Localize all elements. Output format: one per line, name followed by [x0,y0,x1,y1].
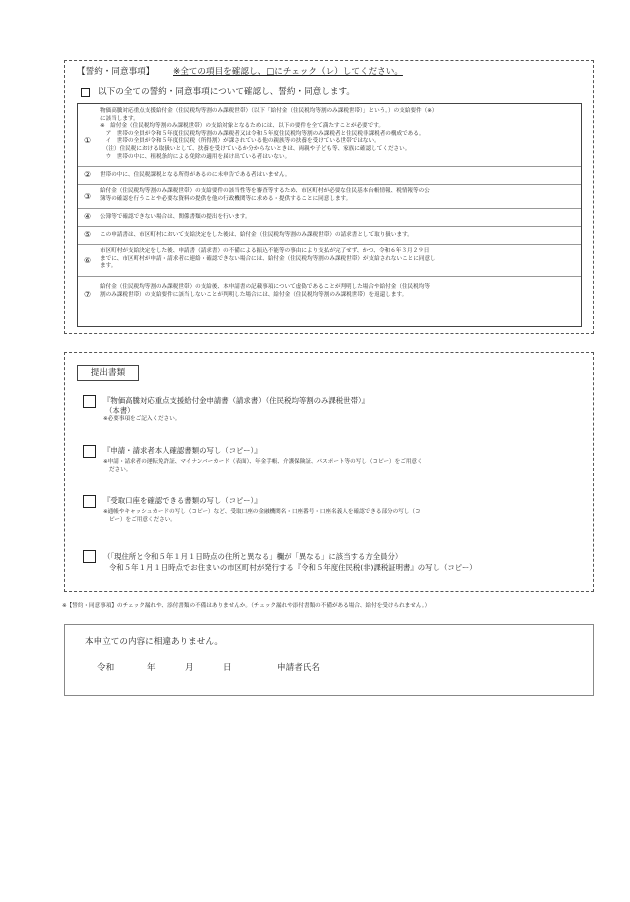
oath-item-1-line: 物価高騰対応重点支援給付金（住民税均等割のみ課税世帯）（以下「給付金（住民税均等割のみ課税世帯）」という。）の支給要件（※） [100,108,438,114]
doc-2-title: 『申請・請求者本人確認書類の写し（コピー）』 [103,446,262,455]
oath-item-7 [100,284,430,299]
oath-item-4-line: 公簿等で確認できない場合は、関係書類の提出を行います。 [100,214,251,220]
date-day-label: 日 [223,663,232,673]
doc-4-title: （「現住所と令和５年１月１日時点の住所と異なる」欄が「異なる」に該当する方全員分） [103,552,403,561]
oath-item-6-number: ⑥ [84,256,92,265]
oath-item-4-number: ④ [84,212,92,221]
doc-4-sub: 令和５年１月１日時点でお住まいの市区町村が発行する『令和５年度住民税(非)課税証明書』の写し（コピー） [109,563,477,572]
oath-item-1-line: イ 世帯の全員が令和５年度住民税（所得割）が課されている他の親族等の扶養を受けている世帯ではない。 [100,138,380,145]
oath-item-6 [100,248,436,271]
divider [78,226,581,227]
agree-row[interactable] [81,87,355,98]
oath-title: 【誓約・同意事項】 [77,67,155,77]
oath-item-5-number: ⑤ [84,230,92,239]
doc-3-title: 『受取口座を確認できる書類の写し（コピー）』 [103,496,262,505]
oath-item-1-line: ※ 給付金（住民税均等割のみ課税世帯）の支給対象となるためには、以下の要件を全て満たすことが必要です。 [100,123,384,130]
oath-item-6-line: ます。 [100,263,117,270]
divider [78,208,581,209]
oath-item-2-line: 世帯の中に、住民税課税となる所得があるのに未申告である者はいません。 [100,172,291,178]
doc-4 [103,551,477,573]
date-month-label: 月 [185,663,194,673]
divider [78,244,581,245]
checklist-warning: ※【誓約・同意事項】のチェック漏れや、添付書類の不備はありませんか。（チェック漏れや添付書類の不備がある場合、給付を受けられません。） [62,603,431,609]
oath-item-1-line: （注）住民税における取扱いとして、扶養を受けているか分からないときは、両親や子ども等、家族に確認してください。 [100,145,411,152]
doc-4-checkbox[interactable] [83,550,96,563]
oath-item-6-line: 市区町村が支給決定をした後、申請書（請求書）の不備による振込不能等の事由により支払が完了せず、かつ、令和６年３月２９日 [100,248,430,254]
oath-item-1-line: ウ 世帯の中に、租税条約による免除の適用を届け出ている者はいない。 [100,153,291,160]
oath-item-1-number: ① [84,136,92,145]
doc-3-checkbox[interactable] [83,495,96,508]
doc-1-sub: （本書） [105,406,135,415]
oath-item-2-number: ② [84,170,92,179]
doc-1-title: 『物価高騰対応重点支援給付金申請書（請求書）（住民税均等割のみ課税世帯）』 [103,396,370,405]
oath-item-7-number: ⑦ [84,290,92,299]
divider [78,166,581,167]
oath-item-5-line: この申請書は、市区町村において支給決定をした後は、給付金（住民税均等割のみ課税世帯）の請求書として取り扱います。 [100,232,413,238]
doc-2-note: ※申請・請求者の運転免許証、マイナンバーカード（表面）、年金手帳、介護保険証、パスポート等の写し（コピー）をご用意く [103,459,423,465]
oath-instruction-text: ※全ての項目を確認し、□にチェック（レ）してください。 [173,67,403,77]
documents-title: 提出書類 [90,367,126,378]
divider [78,184,581,185]
date-era: 令和 [97,663,115,673]
oath-item-3 [100,188,430,203]
oath-item-1 [100,108,438,161]
oath-item-1-line: に該当します。 [100,115,139,122]
date-year-label: 年 [147,663,156,673]
agree-checkbox[interactable] [81,88,90,97]
divider [78,276,581,277]
oath-section [64,60,594,334]
doc-2-checkbox[interactable] [83,445,96,458]
doc-2 [103,446,423,474]
doc-1-note: ※必要事項をご記入ください。 [103,416,181,422]
doc-3-note-cont: ピー）をご用意ください。 [109,516,176,523]
doc-2-note-cont: ださい。 [109,466,132,473]
doc-1 [103,396,369,424]
oath-item-3-line: 簿等の確認を行うことや必要な資料の提供を他の行政機関等に求める・提供することに同意します。 [100,195,352,202]
oath-item-6-line: までに、市区町村が申請・請求者に連絡・確認できない場合には、給付金（住民税均等割のみ課税世帯）が支給されないことに同意し [100,255,436,262]
doc-1-checkbox[interactable] [83,395,96,408]
oath-instruction [173,67,403,78]
applicant-name-label: 申請者氏名 [277,663,320,673]
doc-3 [103,496,421,524]
oath-item-3-number: ③ [84,192,92,201]
oath-items-box [77,103,582,327]
agree-label: 以下の全ての誓約・同意事項について確認し、誓約・同意します。 [98,87,355,97]
doc-3-note: ※通帳やキャッシュカードの写し（コピー）など、受取口座の金融機関名・口座番号・口座名義人を確認できる部分の写し（コ [103,509,421,515]
declaration-statement: 本申立ての内容に相違ありません。 [85,637,224,647]
oath-item-7-line: 割のみ課税世帯）の支給要件に該当しないことが判明した場合には、給付金（住民税均等割のみ課税世帯）を返還します。 [100,291,408,298]
oath-item-1-line: ア 世帯の全員が令和５年度住民税均等割のみ課税者又は令和５年度住民税均等割のみ課税者と住民税非課税者の構成である。 [100,130,425,137]
oath-item-3-line: 給付金（住民税均等割のみ課税世帯）の支給要件の該当性等を審査等するため、市区町村が必要な住民基本台帳情報、税情報等の公 [100,188,430,194]
oath-item-7-line: 給付金（住民税均等割のみ課税世帯）の支給後、本申請書の記載事項について虚偽であることが判明した場合や給付金（住民税均等 [100,284,430,290]
documents-section [64,352,594,592]
declaration-section [64,624,594,696]
documents-title-box [77,365,139,381]
